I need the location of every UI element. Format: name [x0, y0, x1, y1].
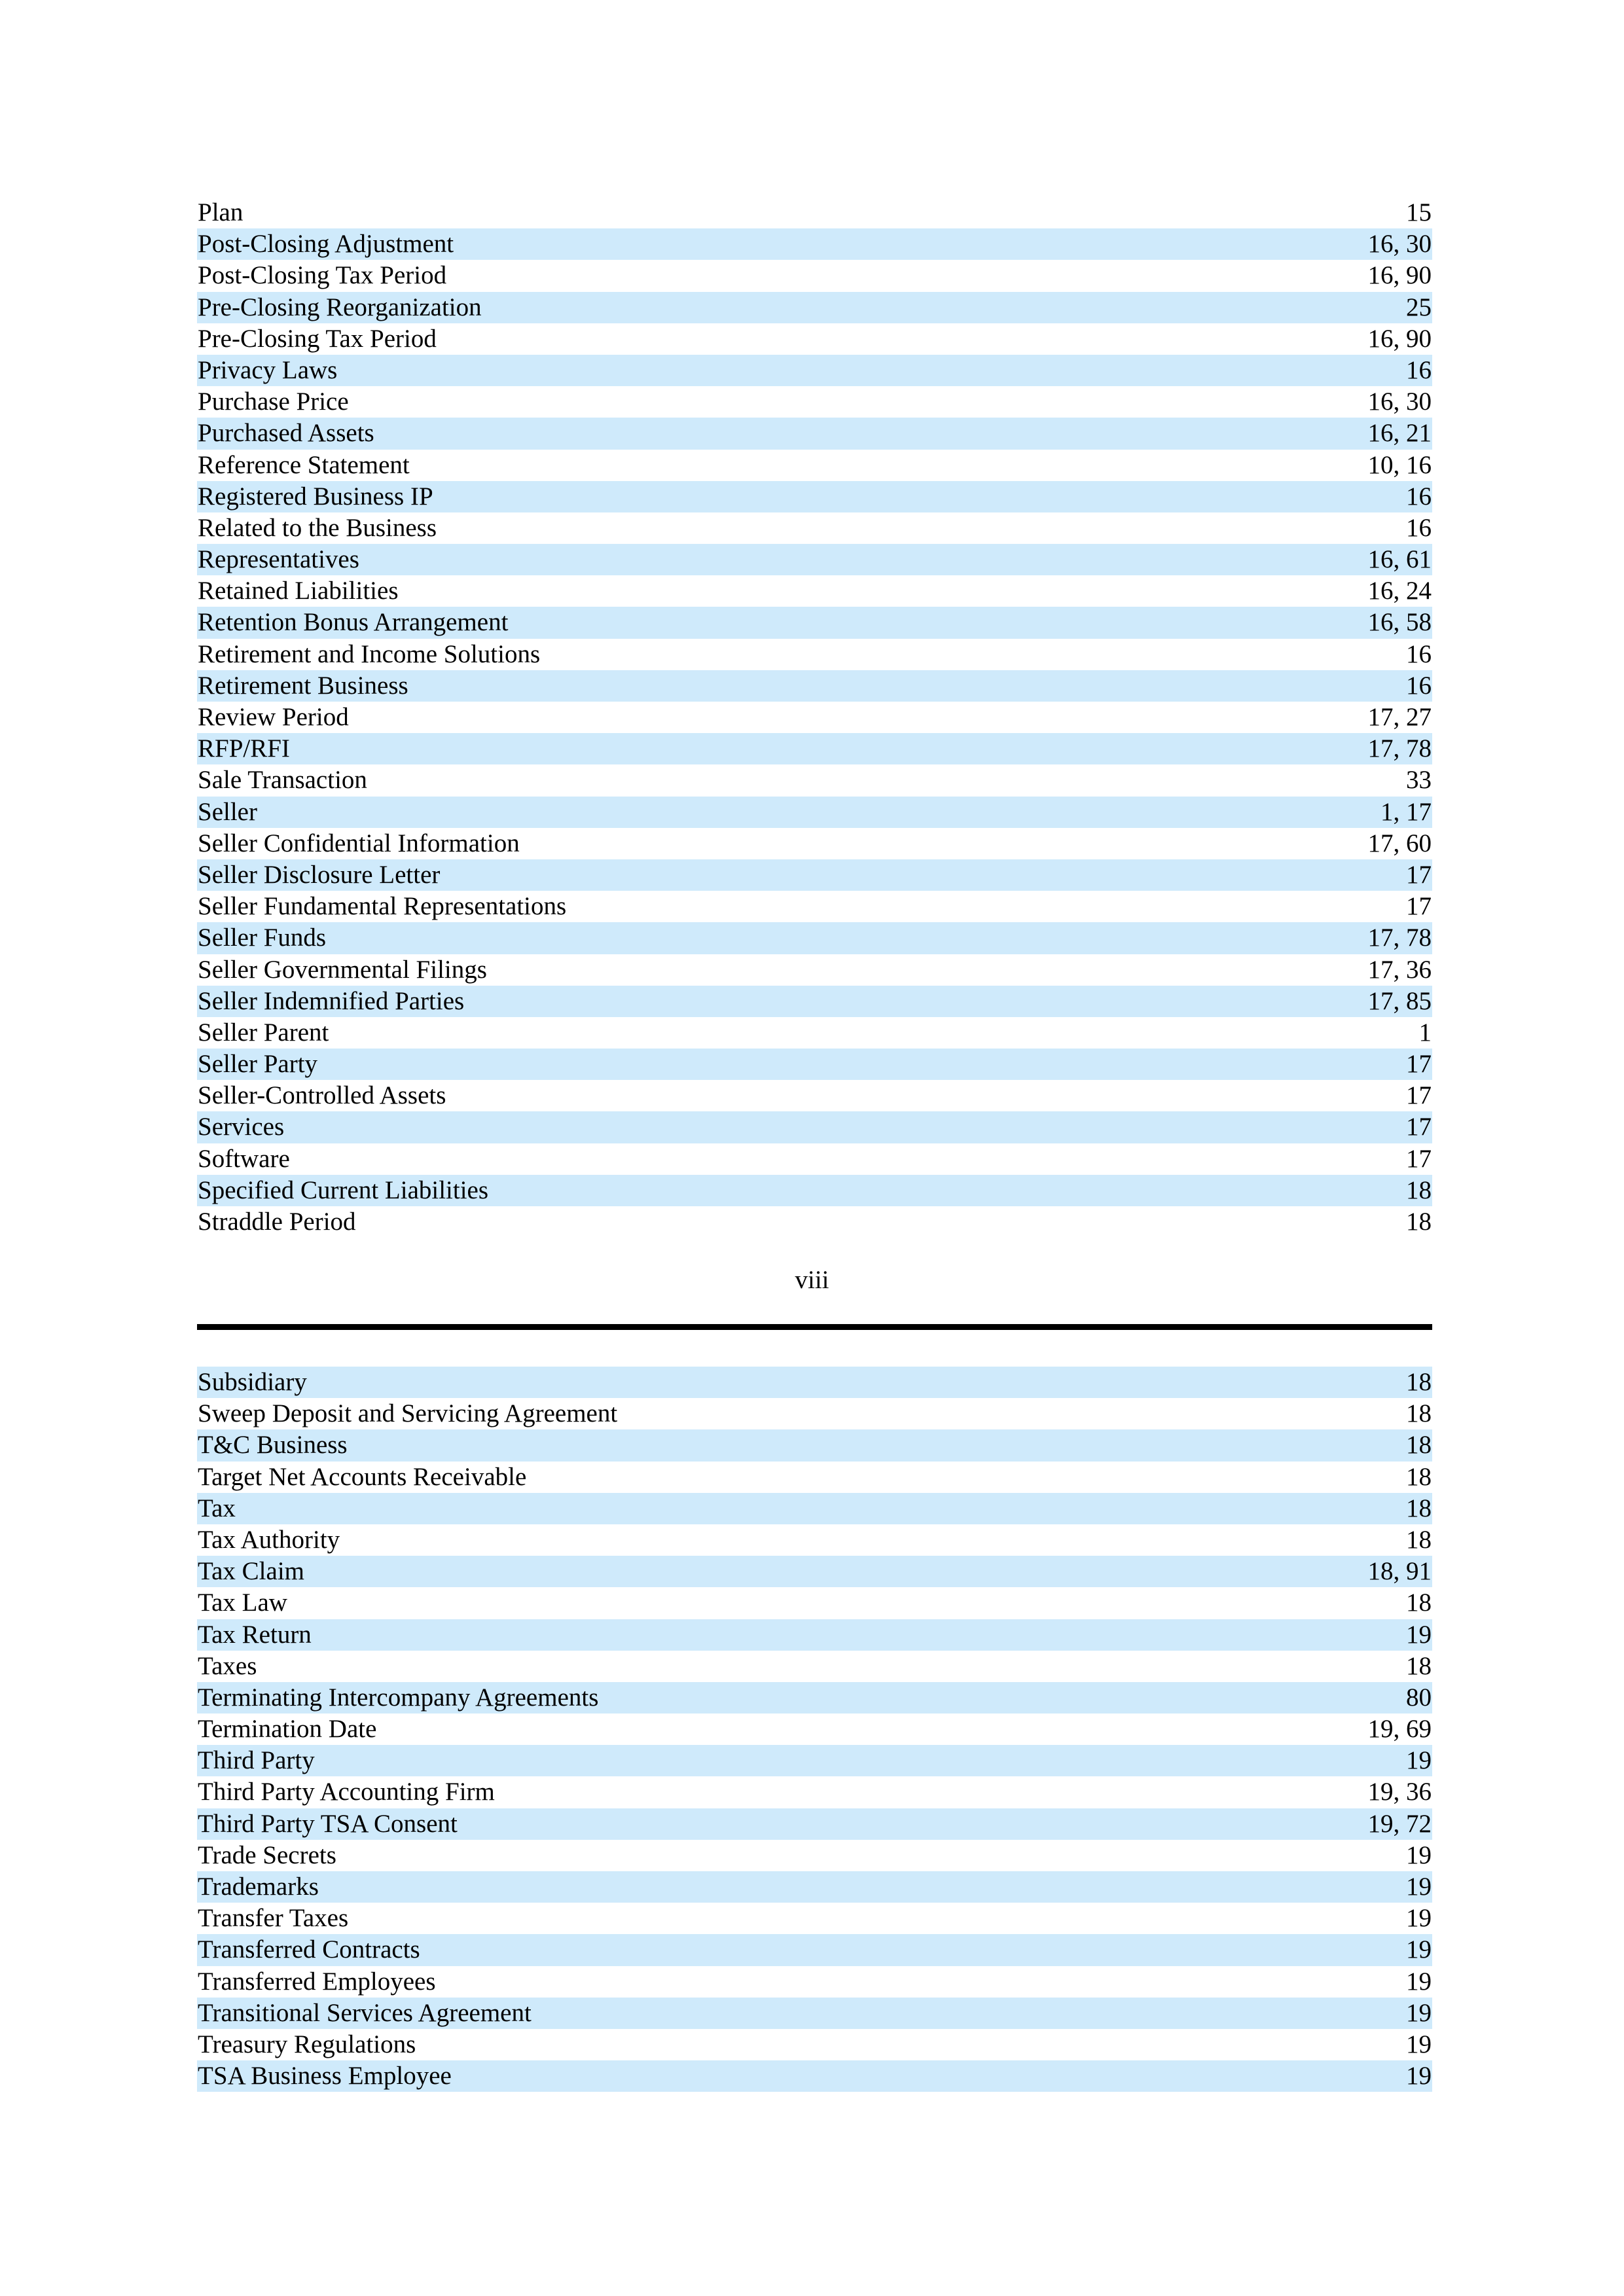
index-page-refs: 16, 24 — [1367, 577, 1432, 605]
defined-terms-index-bottom — [197, 1367, 1432, 2092]
index-page-refs: 16, 90 — [1367, 261, 1432, 290]
index-row — [197, 1111, 1432, 1143]
index-term: Pre-Closing Reorganization — [198, 293, 482, 321]
index-term: Third Party TSA Consent — [198, 1809, 458, 1838]
index-term: Post-Closing Tax Period — [198, 261, 447, 290]
index-row — [197, 828, 1432, 859]
index-term: Seller Confidential Information — [198, 829, 520, 857]
index-term: Tax Law — [198, 1588, 287, 1617]
index-term: Review Period — [198, 703, 349, 731]
index-page-refs: 17 — [1406, 860, 1432, 889]
index-row — [197, 1398, 1432, 1429]
index-term: Seller Fundamental Representations — [198, 892, 567, 921]
index-row — [197, 323, 1432, 355]
index-term: Transfer Taxes — [198, 1904, 349, 1933]
page-number: viii — [795, 1266, 829, 1294]
index-page-refs: 17, 60 — [1367, 829, 1432, 857]
index-term: Transitional Services Agreement — [198, 1998, 532, 2027]
index-row — [197, 1493, 1432, 1524]
index-row — [197, 1998, 1432, 2029]
index-row — [197, 1745, 1432, 1776]
index-row — [197, 954, 1432, 986]
index-page-refs: 16, 21 — [1367, 419, 1432, 448]
index-page-refs: 18 — [1406, 1462, 1432, 1491]
index-term: Seller — [198, 797, 257, 826]
index-row — [197, 1017, 1432, 1049]
index-term: Retained Liabilities — [198, 577, 399, 605]
index-row — [197, 607, 1432, 638]
index-row — [197, 1808, 1432, 1840]
index-term: Sale Transaction — [198, 766, 367, 795]
index-page-refs: 17, 36 — [1367, 955, 1432, 984]
index-page-refs: 19 — [1406, 1998, 1432, 2027]
index-row — [197, 1175, 1432, 1206]
index-term: Registered Business IP — [198, 482, 433, 511]
index-term: Retention Bonus Arrangement — [198, 608, 509, 637]
index-row — [197, 1840, 1432, 1871]
index-page-refs: 19 — [1406, 1840, 1432, 1869]
index-term: Transferred Contracts — [198, 1935, 420, 1964]
index-row — [197, 355, 1432, 386]
index-page-refs: 17 — [1406, 1113, 1432, 1141]
index-row — [197, 418, 1432, 449]
index-row — [197, 922, 1432, 954]
index-term: Seller Party — [198, 1050, 318, 1079]
index-row — [197, 764, 1432, 796]
index-page-refs: 19 — [1406, 2062, 1432, 2090]
index-page-refs: 19 — [1406, 2030, 1432, 2058]
index-page-refs: 17, 78 — [1367, 924, 1432, 952]
index-term: Purchase Price — [198, 387, 349, 416]
index-term: Services — [198, 1113, 285, 1141]
index-term: Sweep Deposit and Servicing Agreement — [198, 1399, 618, 1428]
index-page-refs: 1 — [1418, 1018, 1432, 1047]
index-term: Third Party — [198, 1746, 315, 1775]
index-page-refs: 17 — [1406, 1050, 1432, 1079]
index-page-refs: 15 — [1406, 198, 1432, 226]
index-term: Retirement Business — [198, 671, 408, 700]
index-row — [197, 1934, 1432, 1965]
index-row — [197, 1080, 1432, 1111]
index-row — [197, 575, 1432, 607]
index-page-refs: 19, 36 — [1367, 1778, 1432, 1806]
index-term: Privacy Laws — [198, 355, 338, 384]
index-row — [197, 797, 1432, 828]
index-page-refs: 25 — [1406, 293, 1432, 321]
index-page-refs: 18 — [1406, 1588, 1432, 1617]
index-row — [197, 197, 1432, 228]
defined-terms-index-top — [197, 197, 1432, 1238]
index-page-refs: 19 — [1406, 1873, 1432, 1901]
index-page-refs: 10, 16 — [1367, 450, 1432, 479]
index-row — [197, 1367, 1432, 1398]
index-page-refs: 16, 61 — [1367, 545, 1432, 574]
index-term: Taxes — [198, 1651, 257, 1680]
index-term: Seller Funds — [198, 924, 327, 952]
index-row — [197, 2060, 1432, 2092]
index-term: Target Net Accounts Receivable — [198, 1462, 527, 1491]
index-term: Straddle Period — [198, 1208, 356, 1236]
index-page-refs: 18 — [1406, 1175, 1432, 1204]
index-row — [197, 2029, 1432, 2060]
index-term: Plan — [198, 198, 244, 226]
index-row — [197, 481, 1432, 512]
index-page-refs: 18, 91 — [1367, 1557, 1432, 1586]
index-page-refs: 16 — [1406, 482, 1432, 511]
index-row — [197, 1682, 1432, 1713]
index-row — [197, 1587, 1432, 1619]
index-page-refs: 18 — [1406, 1525, 1432, 1554]
index-page-refs: 16 — [1406, 355, 1432, 384]
index-term: Treasury Regulations — [198, 2030, 416, 2058]
index-term: Representatives — [198, 545, 359, 574]
index-row — [197, 1651, 1432, 1682]
index-term: Terminating Intercompany Agreements — [198, 1683, 599, 1712]
index-page-refs: 19 — [1406, 1904, 1432, 1933]
index-term: Seller Governmental Filings — [198, 955, 487, 984]
index-row — [197, 1713, 1432, 1745]
index-row — [197, 450, 1432, 481]
index-page-refs: 17 — [1406, 1144, 1432, 1173]
index-page-refs: 18 — [1406, 1208, 1432, 1236]
index-row — [197, 1871, 1432, 1903]
index-page-refs: 18 — [1406, 1431, 1432, 1460]
index-page-refs: 1, 17 — [1380, 797, 1432, 826]
index-row — [197, 292, 1432, 323]
index-page-refs: 33 — [1406, 766, 1432, 795]
index-row — [197, 1776, 1432, 1808]
index-term: Subsidiary — [198, 1368, 307, 1396]
index-term: Pre-Closing Tax Period — [198, 324, 437, 353]
index-term: Seller Disclosure Letter — [198, 860, 441, 889]
index-page-refs: 16, 90 — [1367, 324, 1432, 353]
index-term: Related to the Business — [198, 513, 437, 542]
index-page-refs: 16 — [1406, 639, 1432, 668]
page-divider-rule — [197, 1324, 1432, 1330]
index-row — [197, 670, 1432, 702]
index-row — [197, 1462, 1432, 1493]
index-row — [197, 260, 1432, 291]
index-page-refs: 18 — [1406, 1368, 1432, 1396]
index-page-refs: 17 — [1406, 892, 1432, 921]
index-page-refs: 16, 30 — [1367, 230, 1432, 259]
index-row — [197, 386, 1432, 418]
index-row — [197, 512, 1432, 544]
index-page-refs: 19 — [1406, 1935, 1432, 1964]
index-page-refs: 80 — [1406, 1683, 1432, 1712]
index-term: Purchased Assets — [198, 419, 374, 448]
index-page-refs: 17, 27 — [1367, 703, 1432, 731]
index-term: RFP/RFI — [198, 734, 290, 763]
index-term: Trademarks — [198, 1873, 319, 1901]
index-row — [197, 544, 1432, 575]
index-term: Seller Parent — [198, 1018, 329, 1047]
index-page-refs: 19, 72 — [1367, 1809, 1432, 1838]
index-row — [197, 1049, 1432, 1080]
index-term: Specified Current Liabilities — [198, 1175, 489, 1204]
index-term: T&C Business — [198, 1431, 348, 1460]
index-row — [197, 1429, 1432, 1461]
index-page-refs: 17, 85 — [1367, 986, 1432, 1015]
index-row — [197, 702, 1432, 733]
index-term: Seller Indemnified Parties — [198, 986, 465, 1015]
index-page-refs: 19 — [1406, 1620, 1432, 1649]
index-row — [197, 1619, 1432, 1651]
index-row — [197, 986, 1432, 1017]
index-row — [197, 891, 1432, 922]
index-row — [197, 639, 1432, 670]
index-term: Tax Claim — [198, 1557, 304, 1586]
index-page-refs: 17 — [1406, 1081, 1432, 1110]
index-term: TSA Business Employee — [198, 2062, 452, 2090]
index-row — [197, 733, 1432, 764]
index-page-refs: 19 — [1406, 1746, 1432, 1775]
index-term: Seller-Controlled Assets — [198, 1081, 446, 1110]
index-term: Post-Closing Adjustment — [198, 230, 454, 259]
index-row — [197, 1556, 1432, 1587]
index-term: Tax Return — [198, 1620, 312, 1649]
index-page-refs: 16, 58 — [1367, 608, 1432, 637]
index-row — [197, 859, 1432, 891]
index-row — [197, 1206, 1432, 1238]
index-page-refs: 16, 30 — [1367, 387, 1432, 416]
index-page-refs: 18 — [1406, 1651, 1432, 1680]
index-row — [197, 1903, 1432, 1934]
index-term: Third Party Accounting Firm — [198, 1778, 495, 1806]
index-term: Transferred Employees — [198, 1967, 436, 1996]
index-row — [197, 1966, 1432, 1998]
index-page-refs: 16 — [1406, 671, 1432, 700]
index-page-refs: 16 — [1406, 513, 1432, 542]
index-term: Termination Date — [198, 1715, 377, 1744]
index-term: Software — [198, 1144, 290, 1173]
index-page-refs: 18 — [1406, 1399, 1432, 1428]
index-term: Retirement and Income Solutions — [198, 639, 541, 668]
index-term: Reference Statement — [198, 450, 410, 479]
index-page-refs: 19 — [1406, 1967, 1432, 1996]
index-term: Tax — [198, 1494, 236, 1522]
index-term: Trade Secrets — [198, 1840, 336, 1869]
index-page-refs: 19, 69 — [1367, 1715, 1432, 1744]
index-term: Tax Authority — [198, 1525, 340, 1554]
index-row — [197, 1524, 1432, 1556]
index-page-refs: 18 — [1406, 1494, 1432, 1522]
index-page-refs: 17, 78 — [1367, 734, 1432, 763]
index-row — [197, 228, 1432, 260]
index-row — [197, 1143, 1432, 1175]
